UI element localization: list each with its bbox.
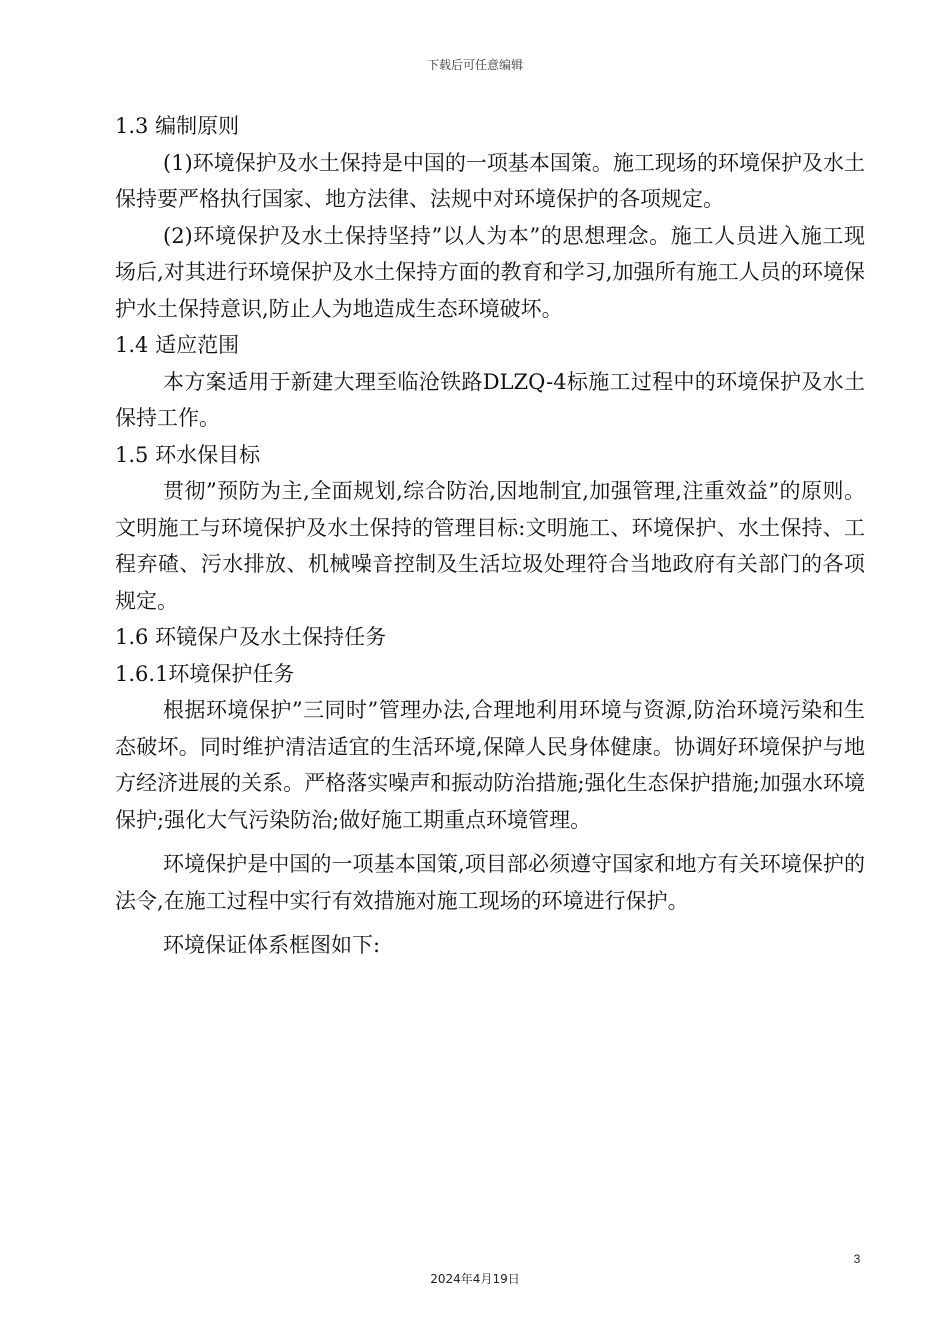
section-heading-1-4: 1.4 适应范围 [115,333,240,357]
page-footer-date: 2024年4月19日 [430,1272,520,1286]
paragraph: 本方案适用于新建大理至临沧铁路DLZQ-4标施工过程中的环境保护及水土保持工作。 [115,369,865,430]
section-heading-1-3: 1.3 编制原则 [115,114,240,138]
paragraph: 环境保证体系框图如下: [163,933,381,957]
paragraph: (2)环境保护及水土保持坚持”以人为本”的思想理念。施工人员进入施工现场后,对其进行环境保护及水土保持方面的教育和学习,加强所有施工人员的环境保护水土保持意识,防止人为地造成生态环境破坏。 [115,223,865,321]
subsection-heading-1-6-1: 1.6.1环境保护任务 [115,661,295,686]
section-heading-1-6: 1.6 环镜保户及水土保持任务 [115,625,387,649]
section-heading-1-5: 1.5 环水保目标 [115,442,261,467]
paragraph: 贯彻”预防为主,全面规划,综合防治,因地制宜,加强管理,注重效益”的原则。文明施工与环境保护及水土保持的管理目标:文明施工、环境保护、水土保持、工程弃碴、污水排放、机械噪音控制及生活垃圾处理符合当地政府有关部门的各项规定。 [115,479,865,613]
paragraph: (1)环境保护及水土保持是中国的一项基本国策。施工现场的环境保护及水土保持要严格执行国家、地方法律、法规中对环境保护的各项规定。 [115,150,865,211]
document-body [115,108,865,964]
paragraph: 环境保护是中国的一项基本国策,项目部必须遵守国家和地方有关环境保护的法令,在施工过程中实行有效措施对施工现场的环境进行保护。 [115,852,865,913]
paragraph: 根据环境保护”三同时”管理办法,合理地利用环境与资源,防治环境污染和生态破坏。同时维护清洁适宜的生活环境,保障人民身体健康。协调好环境保护与地方经济进展的关系。严格落实噪声和振动防治措施;强化生态保护措施;加强水环境保护;强化大气污染防治;做好施工期重点环境管理。 [115,698,865,832]
page-number: 3 [853,1252,861,1266]
page-header: 下载后可任意编辑 [426,58,523,72]
